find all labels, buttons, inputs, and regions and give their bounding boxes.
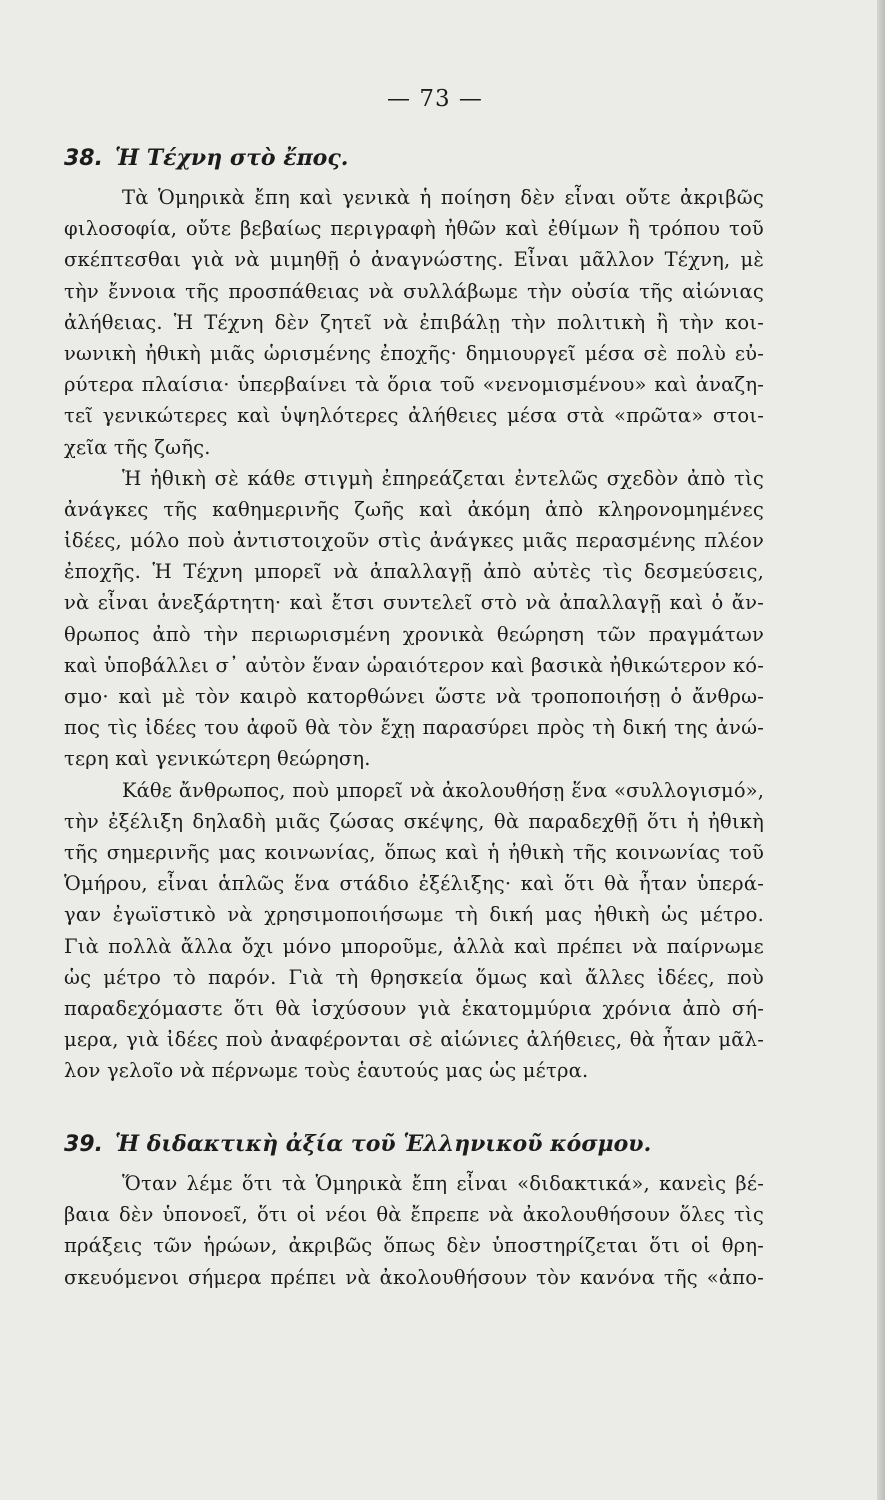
text-line: βαια δὲν ὑπονοεῖ, ὅτι οἱ νέοι θὰ ἔπρεπε νὰ ἀκολουθήσουν ὅλες τὶς <box>64 1203 764 1227</box>
text-line: σκευόμενοι σήμερα πρέπει νὰ ἀκολουθήσουν τὸν κανόνα τῆς «ἀπο- <box>64 1265 764 1289</box>
text-line: πράξεις τῶν ἡρώων, ἀκριβῶς ὅπως δὲν ὑποστηρίζεται ὅτι οἱ θρη- <box>64 1234 764 1258</box>
text-line: πος τὶς ἰδέες του ἀφοῦ θὰ τὸν ἔχῃ παρασύρει πρὸς τὴ δική της ἀνώ- <box>64 716 764 740</box>
text-line: παραδεχόμαστε ὅτι θὰ ἰσχύσουν γιὰ ἑκατομμύρια χρόνια ἀπὸ σή- <box>64 996 764 1020</box>
section-38-title: Ἡ Τέχνη στὸ ἔπος. <box>114 145 349 171</box>
section-38-body <box>64 182 764 1086</box>
text-line: ἀλήθειας. Ἡ Τέχνη δὲν ζητεῖ νὰ ἐπιβάλῃ τὴν πολιτικὴ ἢ τὴν κοι- <box>64 310 764 334</box>
text-line: γαν ἐγωϊστικὸ νὰ χρησιμοποιήσωμε τὴ δική μας ἠθικὴ ὡς μέτρο. <box>64 903 764 927</box>
section-39-title: Ἡ διδακτικὴ ἀξία τοῦ Ἑλληνικοῦ κόσμου. <box>114 1131 652 1157</box>
text-line: ἰδέες, μόλο ποὺ ἀντιστοιχοῦν στὶς ἀνάγκες μιᾶς περασμένης πλέον <box>64 529 764 553</box>
text-line: Γιὰ πολλὰ ἄλλα ὄχι μόνο μποροῦμε, ἀλλὰ καὶ πρέπει νὰ παίρνωμε <box>64 934 764 958</box>
text-line: τὴν ἐξέλιξη δηλαδὴ μιᾶς ζώσας σκέψης, θὰ παραδεχθῇ ὅτι ἡ ἠθικὴ <box>64 809 764 833</box>
text-line: σμο· καὶ μὲ τὸν καιρὸ κατορθώνει ὥστε νὰ τροποποιήσῃ ὁ ἄνθρω- <box>64 685 764 708</box>
text-line: ὡς μέτρο τὸ παρόν. Γιὰ τὴ θρησκεία ὅμως καὶ ἄλλες ἰδέες, ποὺ <box>64 965 764 989</box>
text-line: Ἡ ἠθικὴ σὲ κάθε στιγμὴ ἐπηρεάζεται ἐντελῶς σχεδὸν ἀπὸ τὶς <box>122 466 764 490</box>
text-line: φιλοσοφία, οὔτε βεβαίως περιγραφὴ ἠθῶν καὶ ἐθίμων ἢ τρόπου τοῦ <box>64 217 764 241</box>
text-line: χεῖα τῆς ζωῆς. <box>64 435 211 459</box>
page-edge-shadow <box>877 0 885 1500</box>
text-line: Τὰ Ὁμηρικὰ ἔπη καὶ γενικὰ ἡ ποίηση δὲν εἶναι οὔτε ἀκριβῶς <box>122 186 764 209</box>
text-line: Ὁμήρου, εἶναι ἁπλῶς ἕνα στάδιο ἐξέλιξης· καὶ ὅτι θὰ ἦταν ὑπερά- <box>64 872 764 896</box>
text-line: νὰ εἶναι ἀνεξάρτητη· καὶ ἔτσι συντελεῖ στὸ νὰ ἀπαλλαγῇ καὶ ὁ ἄν- <box>64 591 764 615</box>
section-39-number: 39. <box>64 1132 103 1157</box>
section-38-heading <box>64 142 764 175</box>
text-line: ἀνάγκες τῆς καθημερινῆς ζωῆς καὶ ἀκόμη ἀπὸ κληρονομημένες <box>64 497 764 521</box>
text-line: Ὅταν λέμε ὅτι τὰ Ὁμηρικὰ ἔπη εἶναι «διδακτικά», κανεὶς βέ- <box>122 1172 764 1195</box>
text-line: τὴν ἔννοια τῆς προσπάθειας νὰ συλλάβωμε τὴν οὐσία τῆς αἰώνιας <box>64 279 764 303</box>
page-number: — 73 — <box>387 86 483 112</box>
text-line: σκέπτεσθαι γιὰ νὰ μιμηθῇ ὁ ἀναγνώστης. Εἶναι μᾶλλον Τέχνη, μὲ <box>64 248 764 272</box>
text-line: τεῖ γενικώτερες καὶ ὑψηλότερες ἀλήθειες μέσα στὰ «πρῶτα» στοι- <box>64 404 764 428</box>
section-38 <box>64 142 764 175</box>
text-line: μερα, γιὰ ἰδέες ποὺ ἀναφέρονται σὲ αἰώνιες ἀλήθειες, θὰ ἦταν μᾶλ- <box>64 1028 764 1052</box>
text-line: θρωπος ἀπὸ τὴν περιωρισμένη χρονικὰ θεώρηση τῶν πραγμάτων <box>64 622 764 646</box>
text-line: νωνικὴ ἠθικὴ μιᾶς ὡρισμένης ἐποχῆς· δημιουργεῖ μέσα σὲ πολὺ εὐ- <box>64 341 764 365</box>
section-39 <box>64 1128 764 1161</box>
text-line: τῆς σημερινῆς μας κοινωνίας, ὅπως καὶ ἡ ἠθικὴ τῆς κοινωνίας τοῦ <box>64 840 764 864</box>
text-line: τερη καὶ γενικώτερη θεώρηση. <box>64 747 371 771</box>
text-line: Κάθε ἄνθρωπος, ποὺ μπορεῖ νὰ ἀκολουθήσῃ ἕνα «συλλογισμό», <box>122 778 764 802</box>
text-line: καὶ ὑποβάλλει σ᾽ αὐτὸν ἕναν ὡραιότερον καὶ βασικὰ ἠθικώτερον κό- <box>64 653 764 677</box>
text-line: ρύτερα πλαίσια· ὑπερβαίνει τὰ ὅρια τοῦ «νενομισμένου» καὶ ἀναζη- <box>64 373 764 397</box>
text-line: λον γελοῖο νὰ πέρνωμε τοὺς ἑαυτούς μας ὡς μέτρα. <box>64 1059 589 1083</box>
text-line: ἐποχῆς. Ἡ Τέχνη μπορεῖ νὰ ἀπαλλαγῇ ἀπὸ αὐτὲς τὶς δεσμεύσεις, <box>64 560 764 584</box>
section-39-body <box>64 1168 764 1293</box>
section-39-heading <box>64 1128 764 1161</box>
section-38-number: 38. <box>64 146 103 171</box>
